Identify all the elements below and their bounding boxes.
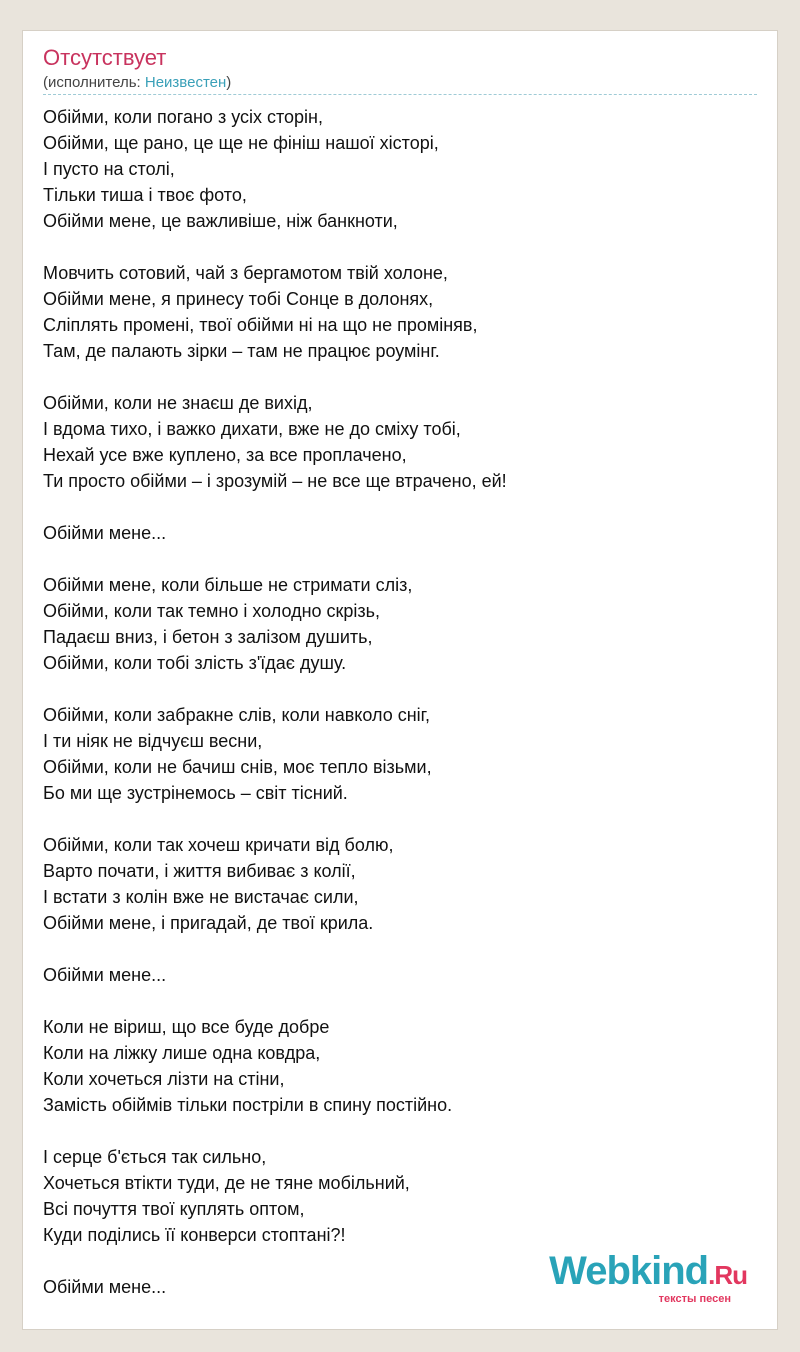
lyrics-line: Обійми, коли так темно і холодно скрізь, (43, 601, 381, 621)
lyrics-line: Куди поділись її конверси стоптані?! (43, 1225, 346, 1245)
lyrics-line: Ти просто обійми – і зрозумій – не все ще втрачено, ей! (43, 471, 507, 491)
lyrics-line: Обійми, коли забракне слів, коли навколо сніг, (43, 705, 431, 725)
lyrics-body (43, 104, 759, 1326)
lyrics-stanza (43, 962, 759, 988)
lyrics-line: І вдома тихо, і важко дихати, вже не до сміху тобі, (43, 419, 461, 439)
lyrics-stanza (43, 260, 759, 364)
lyrics-line: Обійми, коли так хочеш кричати від болю, (43, 835, 394, 855)
lyrics-line: Обійми, коли тобі злість з'їдає душу. (43, 653, 347, 673)
lyrics-line: Обійми мене, я принесу тобі Сонце в долонях, (43, 289, 434, 309)
lyrics-stanza (43, 1144, 759, 1248)
lyrics-stanza (43, 702, 759, 806)
lyrics-line: Нехай усе вже куплено, за все проплачено, (43, 445, 407, 465)
lyrics-line: Обійми, коли не знаєш де вихід, (43, 393, 313, 413)
artist-suffix: ) (226, 74, 232, 91)
song-title: Отсутствует (43, 45, 167, 70)
lyrics-line: Мовчить сотовий, чай з бергамотом твій холоне, (43, 263, 448, 283)
lyrics-stanza (43, 1014, 759, 1118)
lyrics-line: Коли не віриш, що все буде добре (43, 1017, 330, 1037)
lyrics-line: Обійми, коли не бачиш снів, моє тепло візьми, (43, 757, 432, 777)
lyrics-line: Коли хочеться лізти на стіни, (43, 1069, 285, 1089)
lyrics-line: Обійми мене... (43, 523, 167, 543)
artist-prefix: (исполнитель: (43, 74, 145, 91)
lyrics-stanza (43, 520, 759, 546)
lyrics-line: Всі почуття твої куплять оптом, (43, 1199, 305, 1219)
lyrics-line: Бо ми ще зустрінемось – світ тісний. (43, 783, 348, 803)
lyrics-stanza (43, 104, 759, 234)
lyrics-line: Обійми мене, і пригадай, де твої крила. (43, 913, 374, 933)
lyrics-line: Падаєш вниз, і бетон з залізом душить, (43, 627, 373, 647)
logo-tagline: тексты песен (658, 1293, 731, 1305)
lyrics-line: Хочеться втікти туди, де не тяне мобільний, (43, 1173, 410, 1193)
artist-line (43, 73, 231, 93)
lyrics-line: І встати з колін вже не вистачає сили, (43, 887, 359, 907)
lyrics-stanza (43, 390, 759, 494)
logo-suffix: .Ru (708, 1260, 747, 1290)
lyrics-line: Сліплять промені, твої обійми ні на що не проміняв, (43, 315, 478, 335)
artist-name-link[interactable]: Неизвестен (144, 74, 227, 91)
header-divider (43, 94, 757, 95)
lyrics-line: Обійми мене... (43, 1277, 167, 1297)
lyrics-line: І ти ніяк не відчуєш весни, (43, 731, 263, 751)
lyrics-line: І пусто на столі, (43, 159, 175, 179)
lyrics-line: Замість обіймів тільки постріли в спину постійно. (43, 1095, 453, 1115)
lyrics-line: Обійми мене, коли більше не стримати сліз, (43, 575, 413, 595)
lyrics-line: Коли на ліжку лише одна ковдра, (43, 1043, 321, 1063)
lyrics-line: Варто почати, і життя вибиває з колії, (43, 861, 356, 881)
lyrics-line: І серце б'ється так сильно, (43, 1147, 267, 1167)
lyrics-line: Обійми, ще рано, це ще не фініш нашої хісторі, (43, 133, 439, 153)
logo-main-text: Webkind (549, 1249, 709, 1293)
lyrics-line: Обійми мене, це важливіше, ніж банкноти, (43, 211, 398, 231)
logo-wordmark (549, 1251, 747, 1295)
site-logo[interactable] (549, 1251, 747, 1305)
lyrics-line: Тільки тиша і твоє фото, (43, 185, 247, 205)
lyrics-line: Там, де палають зірки – там не працює роумінг. (43, 341, 440, 361)
lyrics-card (22, 30, 778, 1330)
lyrics-line: Обійми, коли погано з усіх сторін, (43, 107, 323, 127)
lyrics-line: Обійми мене... (43, 965, 167, 985)
lyrics-stanza (43, 572, 759, 676)
lyrics-stanza (43, 832, 759, 936)
